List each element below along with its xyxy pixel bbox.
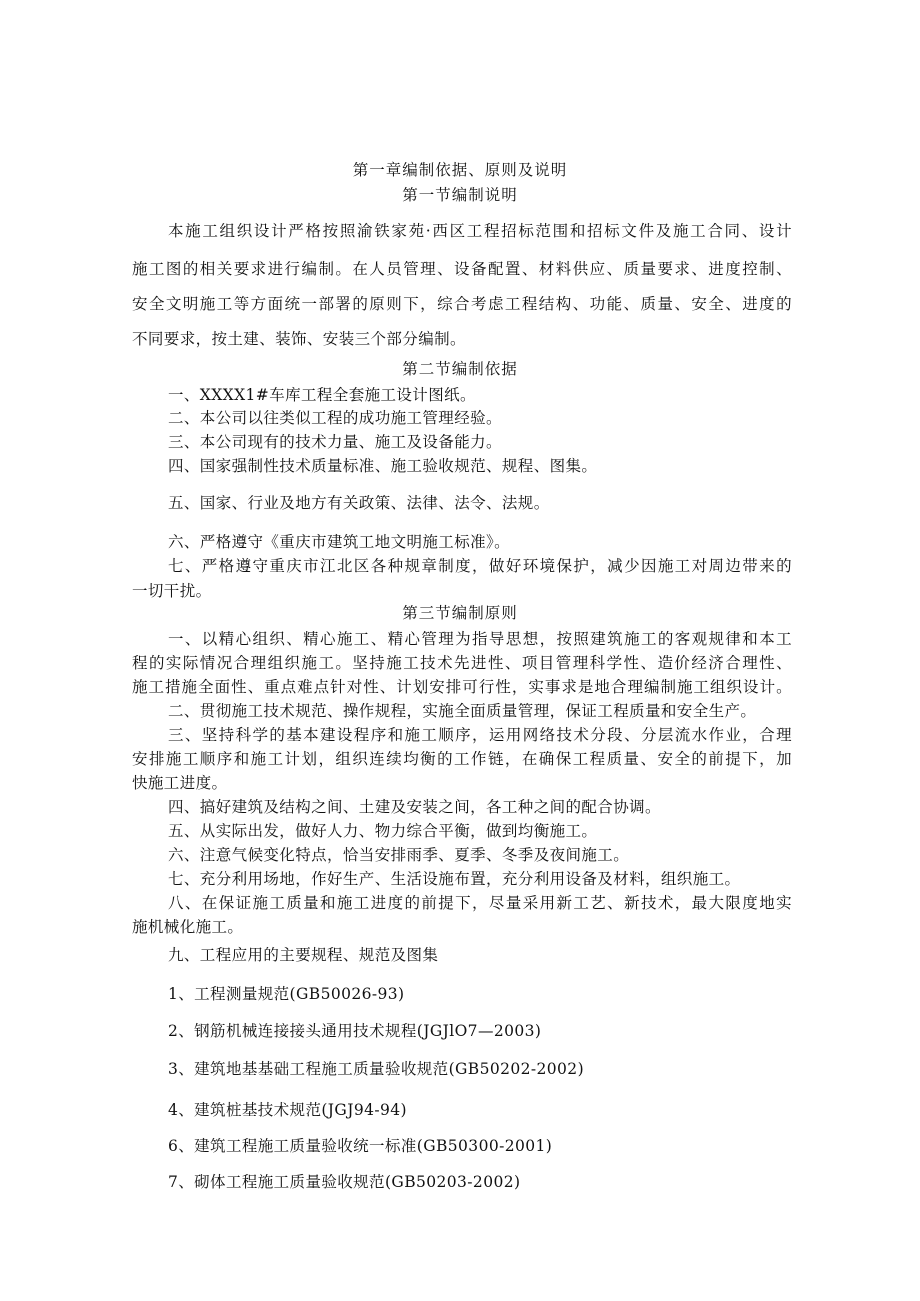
standard-item: 6、建筑工程施工质量验收统一标准(GB50300-2001) bbox=[168, 1137, 553, 1155]
paragraph-line: 三、坚持科学的基本建设程序和施工顺序，运用网络技术分段、分层流水作业，合理 bbox=[168, 726, 792, 744]
paragraph-line: 不同要求，按土建、装饰、安装三个部分编制。 bbox=[132, 330, 466, 348]
list-item: 一切干扰。 bbox=[132, 582, 212, 600]
paragraph-line: 快施工进度。 bbox=[132, 774, 228, 792]
standard-item: 3、建筑地基基础工程施工质量验收规范(GB50202-2002) bbox=[168, 1060, 585, 1078]
paragraph-line: 二、贯彻施工技术规范、操作规程，实施全面质量管理，保证工程质量和安全生产。 bbox=[168, 702, 757, 720]
list-item: 五、国家、行业及地方有关政策、法律、法令、法规。 bbox=[168, 494, 550, 512]
list-item: 六、严格遵守《重庆市建筑工地文明施工标准》。 bbox=[168, 533, 511, 551]
paragraph-line: 安排施工顺序和施工计划，组织连续均衡的工作链，在确保工程质量、安全的前提下，加 bbox=[132, 750, 792, 768]
paragraph-line: 本施工组织设计严格按照渝铁家苑·西区工程招标范围和招标文件及施工合同、设计 bbox=[168, 222, 792, 240]
list-item: 七、严格遵守重庆市江北区各种规章制度，做好环境保护，减少因施工对周边带来的 bbox=[168, 557, 792, 575]
paragraph-line: 施机械化施工。 bbox=[132, 918, 244, 936]
paragraph-line: 程的实际情况合理组织施工。坚持施工技术先进性、项目管理科学性、造价经济合理性、 bbox=[132, 654, 792, 672]
section-3-title: 第三节编制原则 bbox=[402, 604, 518, 622]
paragraph-line: 施工图的相关要求进行编制。在人员管理、设备配置、材料供应、质量要求、进度控制、 bbox=[132, 260, 792, 278]
chapter-title: 第一章编制依据、原则及说明 bbox=[352, 161, 568, 179]
paragraph-line: 九、工程应用的主要规程、规范及图集 bbox=[168, 946, 439, 964]
standard-item: 7、砌体工程施工质量验收规范(GB50203-2002) bbox=[168, 1173, 521, 1191]
paragraph-line: 六、注意气候变化特点，恰当安排雨季、夏季、冬季及夜间施工。 bbox=[168, 846, 630, 864]
paragraph-line: 施工措施全面性、重点难点针对性、计划安排可行性，实事求是地合理编制施工组织设计。 bbox=[132, 678, 792, 696]
standard-item: 2、钢筋机械连接接头通用技术规程(JGJlO7—2003) bbox=[168, 1022, 542, 1040]
standard-item: 4、建筑桩基技术规范(JGJ94-94) bbox=[168, 1101, 407, 1119]
paragraph-line: 四、搞好建筑及结构之间、土建及安装之间，各工种之间的配合协调。 bbox=[168, 798, 661, 816]
list-item: 一、XXXX1#车库工程全套施工设计图纸。 bbox=[168, 386, 476, 404]
paragraph-line: 八、在保证施工质量和施工进度的前提下，尽量采用新工艺、新技术，最大限度地实 bbox=[168, 894, 792, 912]
list-item: 四、国家强制性技术质量标准、施工验收规范、规程、图集。 bbox=[168, 457, 598, 475]
section-1-title: 第一节编制说明 bbox=[402, 186, 518, 204]
standard-item: 1、工程测量规范(GB50026-93) bbox=[168, 985, 405, 1003]
paragraph-line: 一、以精心组织、精心施工、精心管理为指导思想，按照建筑施工的客观规律和本工 bbox=[168, 630, 792, 648]
paragraph-line: 五、从实际出发，做好人力、物力综合平衡，做到均衡施工。 bbox=[168, 822, 598, 840]
list-item: 三、本公司现有的技术力量、施工及设备能力。 bbox=[168, 433, 502, 451]
list-item: 二、本公司以往类似工程的成功施工管理经验。 bbox=[168, 409, 502, 427]
paragraph-line: 七、充分利用场地，作好生产、生活设施布置，充分利用设备及材料，组织施工。 bbox=[168, 870, 741, 888]
section-2-title: 第二节编制依据 bbox=[402, 360, 518, 378]
paragraph-line: 安全文明施工等方面统一部署的原则下，综合考虑工程结构、功能、质量、安全、进度的 bbox=[132, 295, 792, 313]
